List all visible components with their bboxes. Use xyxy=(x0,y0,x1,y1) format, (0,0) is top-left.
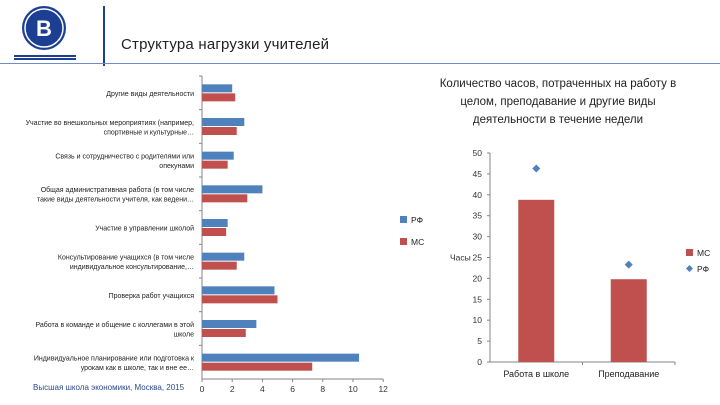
legend-swatch-rf xyxy=(686,265,693,272)
y-tick-label: 20 xyxy=(472,273,482,284)
bar-mc xyxy=(202,329,246,337)
y-tick-label: 35 xyxy=(472,210,482,221)
bar-rf xyxy=(202,84,232,92)
hse-logo xyxy=(22,6,66,50)
bar-rf xyxy=(202,152,234,160)
weekly-hours-chart xyxy=(390,66,716,384)
bar-mc xyxy=(202,363,312,371)
marker-rf xyxy=(532,164,540,172)
y-tick-label: 50 xyxy=(472,148,482,158)
bar-rf xyxy=(202,286,274,294)
bar-mc xyxy=(202,262,237,270)
category-label: Проверка работ учащихся xyxy=(108,292,194,300)
bar-rf xyxy=(202,118,244,126)
header-divider xyxy=(103,6,105,66)
y-tick-label: 30 xyxy=(472,231,482,242)
bar-mc xyxy=(202,93,235,101)
x-tick-label: 12 xyxy=(378,384,388,394)
slide-title: Структура нагрузки учителей xyxy=(121,36,330,53)
footer-text: Высшая школа экономики, Москва, 2015 xyxy=(33,383,185,392)
legend-swatch-mc xyxy=(686,249,693,256)
marker-rf xyxy=(625,261,633,269)
legend-label-mc: MC xyxy=(697,248,711,258)
category-label: Преподавание xyxy=(598,369,660,379)
x-tick-label: 10 xyxy=(348,384,358,394)
category-label: Связь и сотрудничество с родителями или опекунами xyxy=(55,153,194,170)
category-label: Участие в управлении школой xyxy=(95,225,194,233)
x-tick-label: 8 xyxy=(320,384,326,394)
hours-structure-bar-chart xyxy=(0,66,425,394)
slide-header xyxy=(0,0,720,74)
category-label: Общая административная работа (в том числе такие виды деятельности учителя, как ведени… xyxy=(37,187,194,204)
bar-mc xyxy=(202,194,247,202)
category-label: Работа в школе xyxy=(503,369,570,379)
category-label: Консультирование учащихся (в том числе индивидуальное консультирование,… xyxy=(57,254,194,271)
bar-mc xyxy=(518,200,554,362)
y-tick-label: 45 xyxy=(472,168,482,179)
chart-title: Количество часов, потраченных на работу в целом, преподавание и другие виды деятельности в течение недели xyxy=(439,78,677,126)
bar-rf xyxy=(202,354,359,362)
x-tick-label: 2 xyxy=(229,384,235,394)
header-rule xyxy=(0,63,720,64)
bar-rf xyxy=(202,320,256,328)
legend-label-rf: РФ xyxy=(411,215,424,225)
bar-rf xyxy=(202,253,244,261)
legend-label-rf: РФ xyxy=(697,264,710,274)
logo-caption xyxy=(14,54,76,62)
category-label: Участие во внешкольных мероприятиях (например, спортивные и культурные… xyxy=(25,119,194,137)
y-tick-label: 15 xyxy=(472,294,482,305)
y-tick-label: 0 xyxy=(477,357,482,367)
legend-label-mc: MC xyxy=(411,237,425,247)
y-tick-label: 5 xyxy=(477,336,482,347)
x-tick-label: 4 xyxy=(260,384,265,394)
x-tick-label: 6 xyxy=(290,384,295,394)
bar-mc xyxy=(611,279,647,362)
bar-rf xyxy=(202,185,262,193)
category-label: Другие виды деятельности xyxy=(106,90,194,98)
bar-mc xyxy=(202,161,228,169)
y-tick-label: 10 xyxy=(472,315,482,326)
bar-mc xyxy=(202,228,226,236)
bar-rf xyxy=(202,219,228,227)
y-tick-label: 25 xyxy=(472,252,482,263)
x-tick-label: 0 xyxy=(199,384,205,394)
bar-mc xyxy=(202,127,237,135)
category-label: Индивидуальное планирование или подготовка к урокам как в школе, так и вне ее… xyxy=(33,355,194,372)
y-axis-title: Часы xyxy=(450,252,471,263)
svg-text:В: В xyxy=(36,16,52,41)
category-label: Работа в команде и общение с коллегами в этой школе xyxy=(35,321,194,339)
bar-mc xyxy=(202,295,278,303)
y-tick-label: 40 xyxy=(472,189,482,200)
